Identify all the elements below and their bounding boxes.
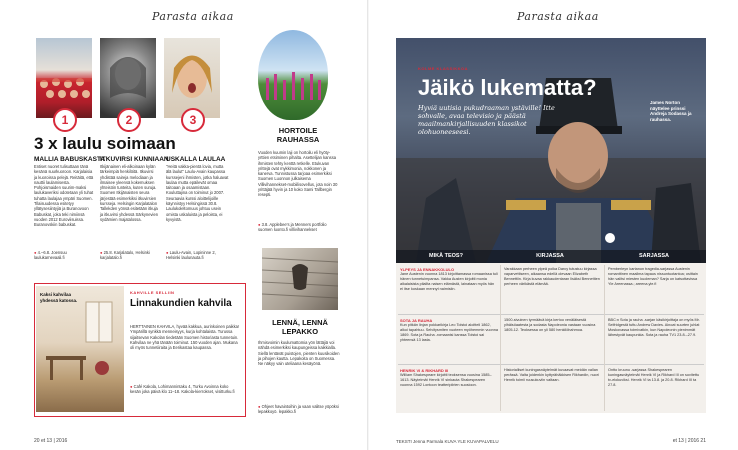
bullet-icon: ● xyxy=(100,250,104,255)
babuska-figures xyxy=(36,38,92,118)
right-header: Parasta aikaa xyxy=(517,10,599,23)
col2-info-text: 25.8. Karjalatalo, Helsinki karjalatalo.fi xyxy=(100,250,150,261)
hero-photo-soldier xyxy=(396,38,706,263)
row-3-label: HENRIK VI & RIKHARD III xyxy=(400,368,449,373)
bullet-icon: ● xyxy=(258,404,262,409)
col1-body: Entiset nuoret tulisuttaan tänä kesänä suurkuoroon. Karjalaisia ja kuoroissa pelejä. Reitäitä, että nauttii laulamisesta. Pohjoismaiden suurim-maksi laulukaveriksi odotetaan yli tuhat tuhatta laulajaa ympäri Suomen. Tilaisuudessa esitetyy yllätysesiintyjiä ja Buranovoon Babuskat, joka teki nimiinsä vuoden 2012 Euroviisuissa. Buranovskiin babuskat. xyxy=(34,164,94,228)
row-1-col1: Jane Austenin vuonna 1813 kirjoittamassa romaanissa tuli hänen tunnetuimpansa. Vakka Austen kirjoitti monia aikalaisista pilailta naisen elämästä, lainataan myös hän ei itse koskaan mennyt naimisiin. xyxy=(400,272,498,291)
rauhassa-info-text: 3.8. Applebee's ja Menners portfolio suomen luonto.fi villivihannekset xyxy=(258,222,327,233)
col3-info-text: Laulu-Avain, Lopininne 2, Helsinki laulunauta.fi xyxy=(166,250,216,261)
right-footer-credit: TEKSTI Jenna Parmala KUVA YLE KUVAPALVELU xyxy=(396,439,499,444)
itkija-woman-photo xyxy=(100,38,156,118)
bullet-icon: ● xyxy=(130,384,134,389)
row-1-col3: Pemberleyn kartanon tragedia-sarjassa Austenin romanttinen maailma tapaus nissuntuotantoa; osittain hän valitsi miesten kuoleman? Sarja on katsottavissa Yle Areenassa.; areena.yle.fi xyxy=(608,267,698,286)
row-2-work xyxy=(400,318,498,343)
left-header: Parasta aikaa xyxy=(152,10,234,23)
left-footer: 20 et 13 | 2016 xyxy=(34,438,68,444)
kahvila-title: Linnakundien kahvila xyxy=(130,298,232,309)
kahvila-body: HERTTAINEN KAHVILA, hyvää kakkua, aurinkoinen paikka! Ympärillä synkkä menneisyys, kurja kohtalaista. Turussa sijaitsevan Kakolan tiedetään Suomen historiasta tunnetuin. Kahvilaa ne yhä tänään toiminut. 150 vuoden ajan. Mukana oli myös tunnetiiraita ja Eerikastaa kaupassa. xyxy=(130,324,240,351)
number-badge-3: 3 xyxy=(181,108,205,132)
number-badge-1: 1 xyxy=(53,108,77,132)
right-page xyxy=(369,0,738,450)
row-2-col3: BBC:n Sota ja rauha -sarjan käsikirjoittaja on myös Mr. Selfridgestä tuttu Andrew Davies. Ainoat suurten juhlat Moskovassa toimivatkin, kun Napoleonin pienimmät lähestyvät kaupunkia. Sota ja rauha TV1 23.8.–27.9. xyxy=(608,318,700,337)
kahvila-tag: KAHVILLE SELLIIN xyxy=(130,290,175,295)
col3-title: USKALLA LAULAA xyxy=(166,156,226,163)
kahvila-info xyxy=(130,384,240,395)
lepakko-body: Ihmisvoimin kuulumattomia yön lättäjiä voi nähdä esimerkiksi kaupungeissa kaikkialla. Siellä lentävät puistojen, pienten kuusikoiden ja pihojen kautta. Lepakoita on Suomessa. Ne näkyy vain uteliaana kesäyönä. xyxy=(258,340,340,367)
soldier-illustration xyxy=(396,38,706,263)
number-badge-2: 2 xyxy=(117,108,141,132)
column-head-work: MIKÄ TEOS? xyxy=(429,253,463,259)
row-divider xyxy=(398,364,704,365)
kahvila-photo xyxy=(36,286,124,412)
column-head-book: KIRJASSA xyxy=(536,253,564,259)
right-footer-page: et 13 | 2016 21 xyxy=(672,438,706,444)
lepakko-info-text: Ohjeet havaintoihin ja vaan valitse yöpöksi lepakkoyö. lepakko.fi xyxy=(258,404,339,415)
column-divider xyxy=(604,265,605,411)
col2-info xyxy=(100,250,162,261)
kahvila-info-text: Café Kakola, Lohimannintaku 4, Turku Avoinna koko kesän joka päivä klo 11–18. Kakola-kierrokset, visitturku.fi xyxy=(130,384,235,395)
row-3-col2: Historialliset kuningasnäytelmät kuvaavat meidän vallan perässä. Valta joidenkin kyttyrähäkkisen Rikhardin, nuori Henrik toimii ruusukuviin valtaan. xyxy=(504,368,599,382)
row-2-col1: Kun pitkän linjan pokkarikirja Leo Tolstoi aloitteli 1862, alkoi tapahtuu. Selvitysmiten vuoteen myöhemmin vuonna 1869. Sota ja Rauha -romaanisi kanssa Tolstoi sai yhteensä 13 lasta. xyxy=(400,323,498,342)
singing-woman-photo xyxy=(164,38,220,118)
babuska-choir-photo xyxy=(36,38,92,118)
col1-info xyxy=(34,250,96,261)
row-divider xyxy=(398,314,704,315)
rauhassa-title: HORTOILE RAUHASSA xyxy=(276,126,320,144)
hero-lead: Hyviä uutisia pukudraaman ystäville! Itte sohvalle, avaa televisio ja päästä maailmankirjallisuuden klassikot olohuoneeseesi. xyxy=(418,104,555,136)
lepakko-info xyxy=(258,404,340,415)
rauhassa-body: Vuoden kuumin laji on hortoilu eli hyöty-yrttien etsiminen pihalta. Asettelijan kanssa ihmisten tehty kenttä retkelle. Etukuvan yrittejä ovat mykkimonia, nokkonen ja kanerva. Tunnistussa tarjoaa esimerkiksi Suomen Luonnon julkaisema Villivihannekset-mobiilisovellus, jota noin 30 yrittäjää hyvin ja 10 koko Sami Tallbergin resepti. xyxy=(258,150,338,198)
lepakko-title: LENNÄ, LENNÄ LEPAKKO xyxy=(272,318,328,336)
col2-title: ITKUVIRSI KUNNIAAN xyxy=(100,156,169,163)
hero-tag: KOLME KLASSIKKOA xyxy=(418,66,468,71)
row-1-col2: Varakkaan perheen ylpeä poika Darcy tutustuu kirjassa vaparvettiseen, aikaansa edellä olevaan Elizabeth Bennettiin. Kirja kuvaa rakkaudentaran lisäksi Bennettien perheen värikästä elämää. xyxy=(504,267,600,286)
fireweed-photo xyxy=(258,30,328,120)
col2-body: Itkijänainen eli-alkoinaan kylän tärkeimpiä henkilöitä. Itkuvirsi yhdistää saireja melodiaan ja ilmaisee yleensä kokemuksen yhteisöin tunteita, kuten suruja. Suomen Itkijänaisten seura järjestää esimerkiksi itkuvirsien kursseja. Helsingin Karjalatalon Tallekden yönsä esitetään itkuja ja itkuvirsi yhdessä Särkynevien sydämien majatalossa. xyxy=(100,164,159,222)
bat-photo xyxy=(262,248,338,310)
column-divider xyxy=(500,265,501,411)
bullet-icon: ● xyxy=(166,250,170,255)
col3-info xyxy=(166,250,230,261)
hero-photo-caption: James Norton näyttelee prinssi Andreja Sodassa ja rauhassa. xyxy=(650,100,692,122)
row-3-work xyxy=(400,368,498,388)
hero-title: Jäikö lukematta? xyxy=(418,75,597,100)
row-3-col1: William Shakespeare kirjoitti teoksensa vuosina 1585–1613. Näytelmät Henrik VI sinkauta Shakespearen vuonna 1592 Lontoon teatteripiirien suosioon. xyxy=(400,373,492,387)
column-head-series: SARJASSA xyxy=(639,253,669,259)
col1-info-text: 4.–6.8. Joensuu laulukarnevaali.fi xyxy=(34,250,67,261)
row-2-col2: 1500-sivuinen tyrmäävä kirja kertoo venäläisestä ylhäisöaatesta ja sodasta Napoleonia vastaan vuosina 1805-12. Teoksessa on yli 580 henkilöhahmoa. xyxy=(504,318,596,332)
row-1-work xyxy=(400,267,498,292)
row-3-col3: Ontto kruunu -sarjassa Shakespearen kuningasnäytelmät Henrik VI ja Rikhard III on sovitettu tv-elokuviksi. Henrik VI ta 13.8. ja 20.8. Rikhard III ta 27.8. xyxy=(608,368,700,387)
col3-body: "Heitä vakka-pientä lovia, mutta älä laulut" Laulu-Avain kaupassa kurssejeni ihmisten, jotka haluavat laulaa mutta epäilevät omaa taitoaan ja osaamistaan. Kouluttajina on toiminut jo 2007. Seuraavia kurssi aloittelijoille käynnistyy Helsingissä 30.8. Laulukoleltomuus johtuu usein omista uskaluista ja peloista, ei kyvyistä. xyxy=(166,164,229,222)
col1-title: MALLIA BABUSKASTA xyxy=(34,156,106,163)
bullet-icon: ● xyxy=(34,250,38,255)
main-title: 3 x laulu soimaan xyxy=(34,134,176,153)
row-2-label: SOTA JA RAUHA xyxy=(400,318,433,323)
bullet-icon: ● xyxy=(258,222,262,227)
rauhassa-info xyxy=(258,222,338,233)
row-1-label: YLPEYS JA ENNAKKOLULO xyxy=(400,267,455,272)
kahvila-photo-caption: Kaksi kahvilaa yhdessä katossa. xyxy=(40,292,78,303)
